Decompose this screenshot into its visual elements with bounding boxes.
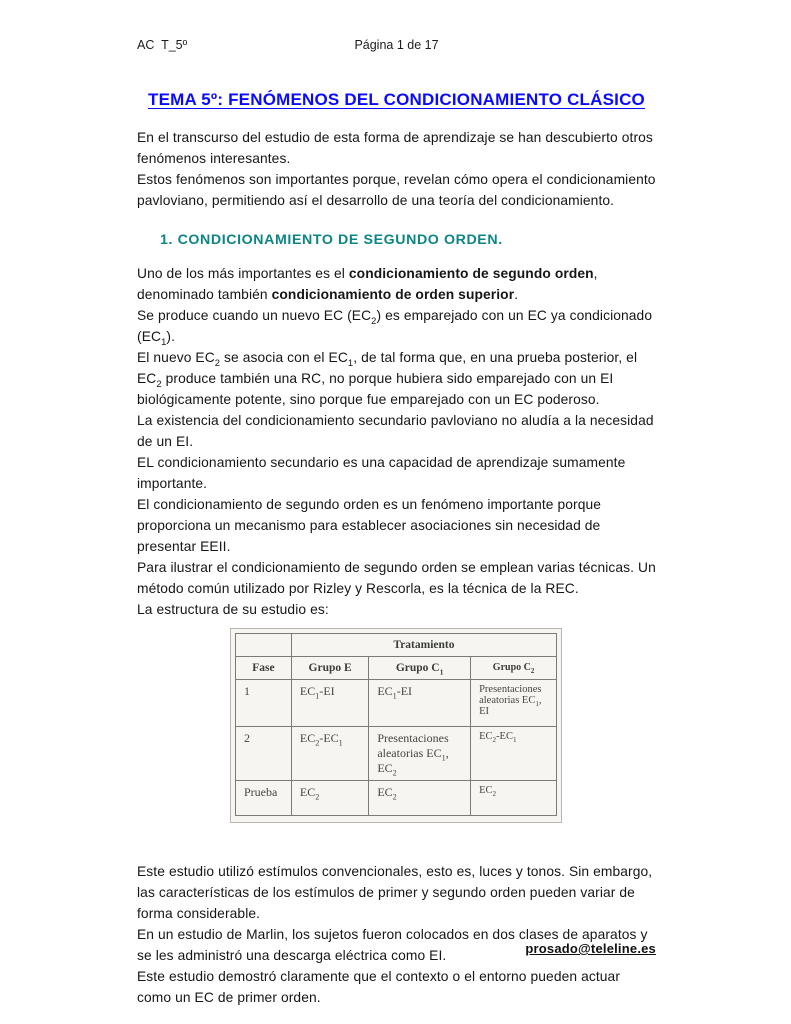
table-cell: $EC_1-EI$ — [291, 680, 368, 727]
table-header-fase: Fase — [236, 657, 292, 680]
table-cell: Prueba — [236, 781, 292, 816]
table-row-headers — [236, 657, 557, 680]
table-cell: $EC_1-EI$ — [369, 680, 471, 727]
table-cell: Presentaciones aleatorias $EC_1$, $EC_2$ — [369, 727, 471, 781]
paragraph: Estos fenómenos son importantes porque, revelan cómo opera el condicionamiento pavloviano, permitiendo así el desarrollo de una teoría del condicionamiento. — [137, 172, 656, 208]
table-cell: 2 — [236, 727, 292, 781]
study-design-table — [235, 633, 557, 816]
closing-paragraphs — [137, 861, 656, 1008]
paragraph: Uno de los más importantes es el condicionamiento de segundo orden, denominado también condicionamiento de orden superior. — [137, 266, 598, 302]
table-header-grupo-c1: Grupo $C_1$ — [369, 657, 471, 680]
table-corner-cell — [236, 634, 292, 657]
table-header-grupo-e: Grupo E — [291, 657, 368, 680]
document-title: TEMA 5º: FENÓMENOS DEL CONDICIONAMIENTO CLÁSICO — [148, 90, 645, 109]
table-cell: $EC_2-EC_1$ — [291, 727, 368, 781]
table-cell: $EC_2$ — [291, 781, 368, 816]
paragraph: Este estudio utilizó estímulos convencionales, esto es, luces y tonos. Sin embargo, las características de los estímulos de primer y segundo orden pueden variar de forma considerable. — [137, 864, 653, 921]
paragraph: En un estudio de Marlin, los sujetos fueron colocados en dos clases de aparatos y se les administró una descarga eléctrica como EI. — [137, 927, 648, 963]
table-cell: $EC_2$ — [471, 781, 557, 816]
paragraph: El nuevo $EC_2$ se asocia con el $EC_1$, de tal forma que, en una prueba posterior, el $EC_2$ produce también una RC, no porque hubiera sido emparejado con un EI biológicamente potente, sino porque fue emparejado con un EC poderoso. — [137, 350, 638, 407]
paragraph: El condicionamiento de segundo orden es un fenómeno importante porque proporciona un mecanismo para establecer asociaciones sin necesidad de presentar EEII. — [137, 497, 602, 554]
email-link[interactable]: prosado@teleline.es — [525, 941, 656, 956]
table-treatment-header: Tratamiento — [291, 634, 556, 657]
table-cell: 1 — [236, 680, 292, 727]
intro-paragraphs — [137, 127, 656, 211]
paragraph: En el transcurso del estudio de esta forma de aprendizaje se han descubierto otros fenómenos interesantes. — [137, 130, 653, 166]
paragraph: La estructura de su estudio es: — [137, 602, 329, 617]
table-row — [236, 781, 557, 816]
table-row — [236, 727, 557, 781]
page-footer — [525, 941, 656, 956]
page-header — [137, 38, 656, 56]
table-cell: $EC_2$ — [369, 781, 471, 816]
section-heading-segundo-orden: 1. CONDICIONAMIENTO DE SEGUNDO ORDEN. — [160, 232, 503, 248]
paragraph: Para ilustrar el condicionamiento de segundo orden se emplean varias técnicas. Un método común utilizado por Rizley y Rescorla, es la técnica de la REC. — [137, 560, 656, 596]
header-doc-code: AC T_5º — [137, 38, 188, 52]
paragraph: La existencia del condicionamiento secundario pavloviano no aludía a la necesidad de un EI. — [137, 413, 654, 449]
table-cell: $EC_2-EC_1$ — [471, 727, 557, 781]
paragraph: Este estudio demostró claramente que el contexto o el entorno pueden actuar como un EC de primer orden. — [137, 969, 621, 1005]
section1-paragraphs — [137, 263, 656, 620]
table-row — [236, 680, 557, 727]
table-cell: Presentaciones aleatorias $EC_1$, EI — [471, 680, 557, 727]
table-row-treatment — [236, 634, 557, 657]
paragraph: Se produce cuando un nuevo EC $(EC_2)$ es emparejado con un EC ya condicionado $(EC_1)$. — [137, 308, 653, 347]
table-header-grupo-c2: Grupo $C_2$ — [471, 657, 557, 680]
header-page-number: Página 1 de 17 — [354, 38, 439, 52]
study-design-figure — [230, 628, 562, 823]
paragraph: EL condicionamiento secundario es una capacidad de aprendizaje sumamente importante. — [137, 455, 626, 491]
